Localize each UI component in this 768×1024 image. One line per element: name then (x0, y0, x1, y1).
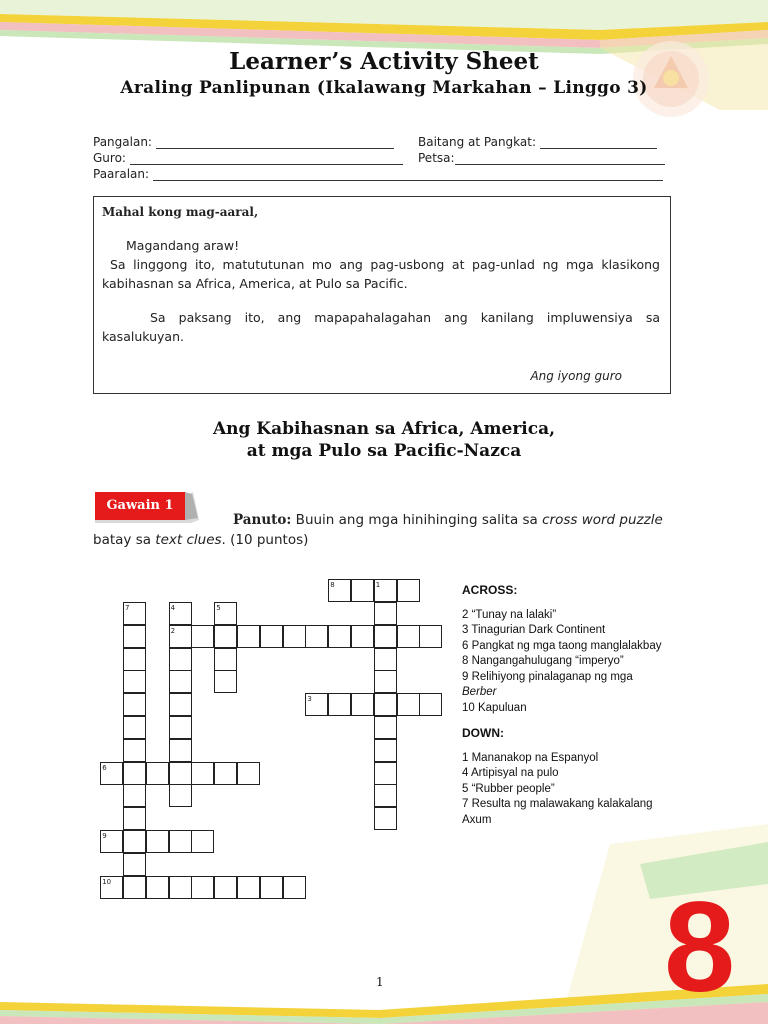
crossword-cell[interactable] (283, 625, 306, 648)
petsa-line[interactable] (455, 153, 665, 165)
crossword-cell[interactable] (351, 625, 374, 648)
crossword-cell[interactable] (123, 716, 146, 739)
crossword-cell[interactable] (123, 648, 146, 671)
crossword-cell[interactable] (169, 876, 192, 899)
crossword-cell[interactable] (123, 693, 146, 716)
crossword-cell[interactable] (214, 762, 237, 785)
letter-paragraph-3: Sa paksang ito, ang mapapahalagahan ang kanilang impluwensiya sa kasalukuyan. (102, 310, 660, 344)
crossword-number: 1 (375, 581, 381, 590)
crossword-number: 6 (102, 763, 107, 772)
crossword-number: 2 (170, 626, 176, 635)
crossword-cell[interactable] (237, 625, 260, 648)
crossword-cell[interactable] (374, 648, 397, 671)
crossword-cell[interactable] (214, 625, 237, 648)
crossword-cell[interactable] (123, 762, 146, 785)
crossword-number: 7 (125, 604, 130, 612)
footer-ribbon-decoration (0, 824, 768, 1024)
panuto-label: Panuto: (233, 512, 292, 528)
pangalan-label: Pangalan: (93, 135, 152, 149)
page-number: 1 (376, 975, 384, 989)
down-clue: 5 “Rubber people” (462, 782, 555, 795)
letter-paragraph-2: Sa linggong ito, matututunan mo ang pag-usbong at pag-unlad ng mga klasikong kabihasnan sa Africa, America, at Pulo sa Pacific. (102, 257, 660, 291)
grade-level-number: 8 (664, 876, 736, 1019)
petsa-label: Petsa: (418, 151, 455, 165)
crossword-cell[interactable] (191, 762, 214, 785)
panuto-text-b: cross word puzzle (542, 512, 663, 528)
page-subtitle: Araling Panlipunan (Ikalawang Markahan – Linggo 3) (120, 78, 648, 98)
panuto-text-d: text clues (155, 532, 222, 548)
crossword-cell[interactable] (237, 876, 260, 899)
crossword-cell[interactable] (191, 876, 214, 899)
crossword-cell[interactable] (123, 876, 146, 899)
crossword-cell[interactable] (169, 762, 192, 785)
crossword-number: 4 (170, 604, 176, 612)
crossword-cell[interactable] (374, 602, 397, 625)
crossword-cell[interactable] (397, 693, 420, 716)
crossword-number: 9 (102, 832, 107, 840)
crossword-cell[interactable] (397, 625, 420, 648)
crossword-cell[interactable] (169, 830, 192, 853)
crossword-cell[interactable] (419, 625, 442, 648)
section-title-line-2: at mga Pulo sa Pacific-Nazca (246, 441, 522, 461)
across-clue: 9 Relihiyong pinalaganap ng mga (462, 670, 633, 683)
crossword-cell[interactable] (123, 784, 146, 807)
panuto-text-c: batay sa (93, 532, 156, 548)
crossword-cell[interactable] (169, 648, 192, 671)
pangalan-line[interactable] (156, 137, 394, 149)
crossword-cell[interactable] (214, 648, 237, 671)
letter-paragraph-1: Magandang araw! (126, 238, 240, 253)
baitang-line[interactable] (540, 137, 657, 149)
crossword-cell[interactable] (374, 625, 397, 648)
crossword-cell[interactable] (374, 807, 397, 830)
down-heading: DOWN: (462, 726, 504, 740)
crossword-cell[interactable] (214, 670, 237, 693)
crossword-cell[interactable] (214, 876, 237, 899)
across-clue: 8 Nangangahulugang “imperyo” (462, 655, 624, 667)
crossword-cell[interactable] (305, 625, 328, 648)
across-clue: 6 Pangkat ng mga taong manglalakbay (462, 639, 662, 652)
crossword-cell[interactable] (123, 807, 146, 830)
crossword-cell[interactable] (260, 876, 283, 899)
crossword-cell[interactable] (237, 762, 260, 785)
crossword-cell[interactable] (397, 579, 420, 602)
crossword-cell[interactable] (351, 693, 374, 716)
crossword-number: 5 (216, 604, 221, 612)
crossword-cell[interactable] (123, 739, 146, 762)
crossword-cell[interactable] (374, 739, 397, 762)
crossword-number: 10 (102, 877, 112, 886)
crossword-number: 3 (307, 695, 312, 704)
crossword-cell[interactable] (283, 876, 306, 899)
down-clue: 4 Artipisyal na pulo (462, 767, 559, 779)
guro-line[interactable] (130, 153, 403, 165)
section-title-line-1: Ang Kabihasnan sa Africa, America, (212, 419, 556, 439)
field-row-3 (93, 167, 673, 182)
crossword-cell[interactable] (374, 670, 397, 693)
baitang-label: Baitang at Pangkat: (418, 135, 537, 149)
paaralan-label: Paaralan: (93, 167, 150, 181)
across-clue: 3 Tinagurian Dark Continent (462, 624, 606, 636)
across-clue: Berber (462, 686, 497, 698)
crossword-cell[interactable] (169, 716, 192, 739)
across-clue: 10 Kapuluan (462, 701, 527, 714)
crossword-cell[interactable] (123, 853, 146, 876)
crossword-cell[interactable] (328, 625, 351, 648)
letter-signature: Ang iyong guro (530, 369, 622, 383)
crossword-cell[interactable] (169, 670, 192, 693)
gawain-label: Gawain 1 (106, 498, 174, 513)
crossword-cell[interactable] (374, 693, 397, 716)
crossword-cell[interactable] (374, 716, 397, 739)
panuto-instructions (93, 510, 683, 550)
page-title: Learner’s Activity Sheet (229, 48, 539, 75)
crossword-cell[interactable] (169, 739, 192, 762)
crossword-cell[interactable] (260, 625, 283, 648)
crossword-cell[interactable] (419, 693, 442, 716)
crossword-cell[interactable] (123, 625, 146, 648)
letter-greeting: Mahal kong mag-aaral, (102, 205, 259, 219)
paaralan-line[interactable] (153, 169, 663, 181)
crossword-cell[interactable] (191, 625, 214, 648)
panuto-text-a: Buuin ang mga hinihinging salita sa (291, 512, 543, 528)
crossword-cell[interactable] (123, 670, 146, 693)
crossword-cell[interactable] (146, 830, 169, 853)
field-row-1 (93, 135, 673, 150)
across-clue: 2 “Tunay na lalaki” (462, 608, 557, 621)
crossword-cell[interactable] (146, 876, 169, 899)
crossword-cell[interactable] (146, 762, 169, 785)
across-heading: ACROSS: (462, 583, 518, 597)
guro-label: Guro: (93, 151, 126, 165)
down-clue: 7 Resulta ng malawakang kalakalang Axum (462, 798, 653, 826)
teacher-letter-box (93, 196, 671, 394)
crossword-cell[interactable] (169, 693, 192, 716)
panuto-text-e: . (10 puntos) (221, 532, 309, 548)
down-clue: 1 Mananakop na Espanyol (462, 751, 599, 764)
crossword-cell[interactable] (169, 784, 192, 807)
crossword-cell[interactable] (123, 830, 146, 853)
crossword-number: 8 (330, 581, 335, 590)
crossword-cell[interactable] (328, 693, 351, 716)
crossword-cell[interactable] (351, 579, 374, 602)
field-row-2 (93, 151, 673, 166)
crossword-cell[interactable] (374, 784, 397, 807)
crossword-cell[interactable] (191, 830, 214, 853)
crossword-clues (462, 583, 672, 828)
crossword-cell[interactable] (374, 762, 397, 785)
